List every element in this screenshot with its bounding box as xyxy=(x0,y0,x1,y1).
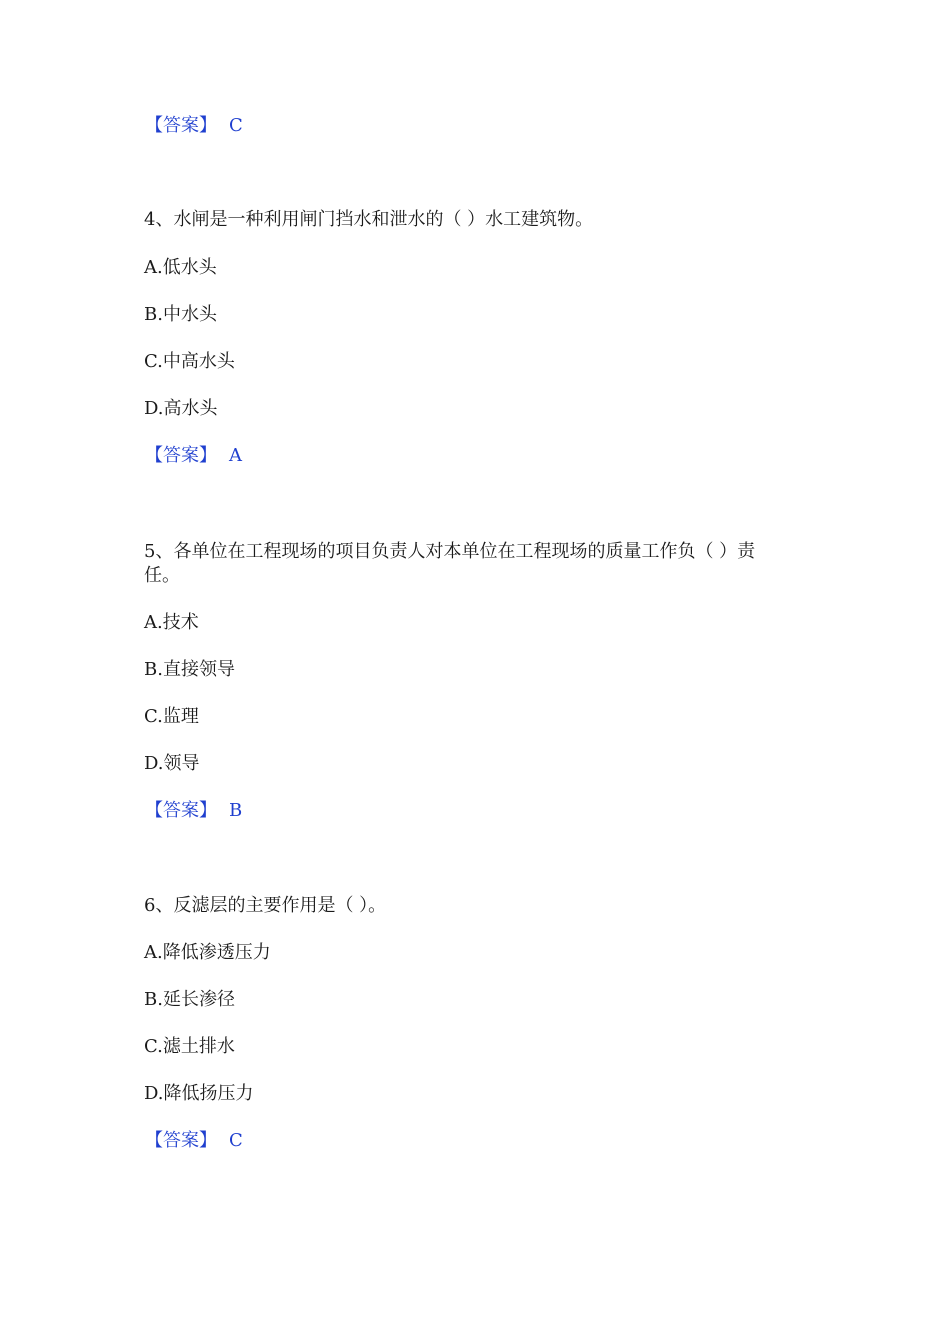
answer-key: A xyxy=(229,445,242,466)
q5-option-b: B.直接领导 xyxy=(144,659,235,680)
answer-label: 【答案】 xyxy=(145,1130,217,1151)
q5-option-d: D.领导 xyxy=(144,753,200,774)
question-6-text: 6、反滤层的主要作用是（ ）。 xyxy=(144,895,387,916)
answer-line-q3 xyxy=(145,114,243,138)
answer-label: 【答案】 xyxy=(145,445,217,466)
question-5-text-line2: 任。 xyxy=(144,565,180,586)
q6-option-b: B.延长渗径 xyxy=(144,989,235,1010)
q6-option-c: C.滤土排水 xyxy=(144,1036,235,1057)
answer-key: B xyxy=(229,800,243,821)
q6-option-a: A.降低渗透压力 xyxy=(144,942,271,963)
question-4-text: 4、水闸是一种利用闸门挡水和泄水的（ ）水工建筑物。 xyxy=(144,209,594,230)
answer-line-q5 xyxy=(145,799,242,823)
answer-line-q6 xyxy=(145,1129,243,1153)
answer-key: C xyxy=(229,1130,243,1151)
answer-label: 【答案】 xyxy=(145,800,217,821)
q4-option-d: D.高水头 xyxy=(144,398,218,419)
q6-option-d: D.降低扬压力 xyxy=(144,1083,254,1104)
question-5-text-line1: 5、各单位在工程现场的项目负责人对本单位在工程现场的质量工作负（ ）责 xyxy=(144,541,756,562)
q4-option-b: B.中水头 xyxy=(144,304,217,325)
answer-key: C xyxy=(229,115,243,136)
q4-option-c: C.中高水头 xyxy=(144,351,235,372)
answer-label: 【答案】 xyxy=(145,115,217,136)
q5-option-c: C.监理 xyxy=(144,706,199,727)
q5-option-a: A.技术 xyxy=(144,612,199,633)
q4-option-a: A.低水头 xyxy=(144,257,217,278)
answer-line-q4 xyxy=(145,444,242,468)
